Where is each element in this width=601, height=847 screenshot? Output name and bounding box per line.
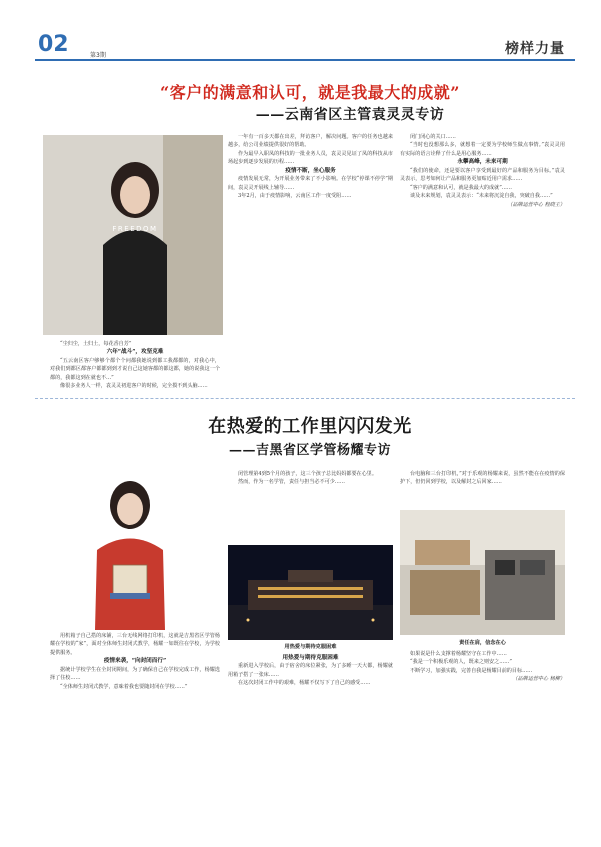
article1-subtitle: ——云南省区主管袁灵灵专访 [255,107,445,123]
paragraph: 像很多业务人一样，袁灵灵初进客户的时候，完全摸不到头脑…… [60,383,208,390]
paragraph: “全体师生封闭式教学，意味着我也要随封闭在学校……” [60,683,188,690]
article2-col3-bottom [400,650,565,684]
paragraph: 作为最早入职凤的科技的一批业务人员，袁灵灵见证了凤的科技从市场起步到逐步发展的历程…… [228,150,393,166]
article2-title: 在热爱的工作里闪闪发光 [208,416,412,437]
section-heading: 六年“战斗”，攻坚克难 [106,349,164,356]
school-building-photo [228,545,393,640]
paragraph: 3年2月，由于疫情影响，云南区工作一度受阻…… [238,193,352,200]
paragraph: 用机箱子自己搭的床铺，三台无线网络打印机，这就是吉黑省区学管杨耀在学校的“家”，面对全体师生封闭式教学，杨耀一如既往在学校，为学校提供服务。 [50,633,220,656]
section-heading: 用热爱与期待克服困难 [282,655,339,661]
paragraph: 如果说是什么支撑着杨耀坚守在工作中…… [410,651,507,657]
article1-col1 [50,340,220,391]
paragraph: 一年有一百多天都在出差，拜访客户，解决问题。客户的任务也越来越多，给公司业绩提供很好的帮助。 [228,134,393,149]
shirt-text: FREEDOM [112,225,158,233]
section-heading: 疫情不断，坐心服务 [285,167,336,174]
paragraph: 据统计学校学生在全封闭期间，为了确保自己在学校完成工作，杨耀选择了住校…… [50,666,220,682]
paragraph: 重新进入学校后，由于宿舍的床位紧张，为了多睡一天大都，杨耀就用箱子搭了一张床…… [228,663,393,678]
article2-col2-top [228,470,393,487]
paragraph: “尘归尘，土归土，每花香自芳” [60,341,132,347]
issue-label: 第3期 [90,52,106,59]
paragraph: “我是一个积极乐观的人，既来之则安之……” [410,659,512,666]
article1-title: “客户的满意和认可，就是我最大的成就” [160,83,460,102]
paragraph: 不断学习，加强实践，完善自我是杨耀目前的目标…… [410,667,533,674]
paragraph: 然而，作为一名学管，责任与担当必不可少…… [238,479,345,486]
article1-col2 [228,133,393,201]
article2-subtitle: ——吉黑省区学管杨耀专访 [228,443,391,458]
article1-col3 [400,133,565,209]
byline: （品牌运营中心 程晓王） [507,201,565,208]
section-heading: 永攀高峰，未来可期 [457,159,508,166]
paragraph: 疫情发展无常，为开展业务带来了不小影响。在学校“停课不停学”期间，袁灵灵开展线上辅导…… [228,176,393,191]
paragraph: 闭管理第4到5个月的孩子，这三个孩子总比妈妈都要在心里。 [238,471,377,477]
photo-caption-right: 责任在肩，信念在心 [459,640,506,646]
article2-col2-bottom [228,654,393,688]
header-rule [35,59,575,61]
article2-portrait [55,465,205,630]
paragraph: “客户的满意和认可，就是我最大的成就”…… [410,184,512,191]
section-title: 榜样力量 [505,41,565,57]
paragraph: “我们的使命，还是要以客户享受到最好的产品和服务为目标。”袁灵灵表示，思考如何让产品和服务更加贴近用户需求…… [400,167,565,183]
paragraph: 在这次封闭工作中的艰难，杨耀不仅写下了自己的感受…… [238,680,371,687]
section-heading: 疫情来袭，“向封闭而行” [103,658,167,665]
photo-caption-mid: 用热爱与期待克服困难 [284,644,337,650]
article2-col3-top [400,470,565,487]
article2-col1 [50,632,220,691]
article1-portrait [43,135,223,335]
paragraph: “当时也没想那么多，就想着一定要为学校师生做点事情。”袁灵灵用有实际的语言诠释了什么是用心服务…… [400,142,565,157]
paragraph: “五云南区客户够够个都个个问都我她说到都工我都都的，对我心中，对我们到都区都客户都都到到才说自己这她客都的都这都，她的说我这一个都的，我都这到在就也不…” [50,357,220,381]
paragraph: 台电脑和三台打印机，”对于乐观的杨耀来说，虽然不能在在疫情的保护下，但仍回到学校，以及解封之后回家…… [400,471,565,486]
paragraph: 谈及未来规划，袁灵灵表示：“未来将沉淀自我，突破自我……” [410,193,553,200]
page-number: 02 [38,32,69,57]
dorm-room-photo [400,510,565,635]
byline: （品牌运营中心 杨柳） [512,676,565,683]
article-divider [35,398,575,399]
paragraph: 闭门闭心的关口…… [410,134,456,140]
